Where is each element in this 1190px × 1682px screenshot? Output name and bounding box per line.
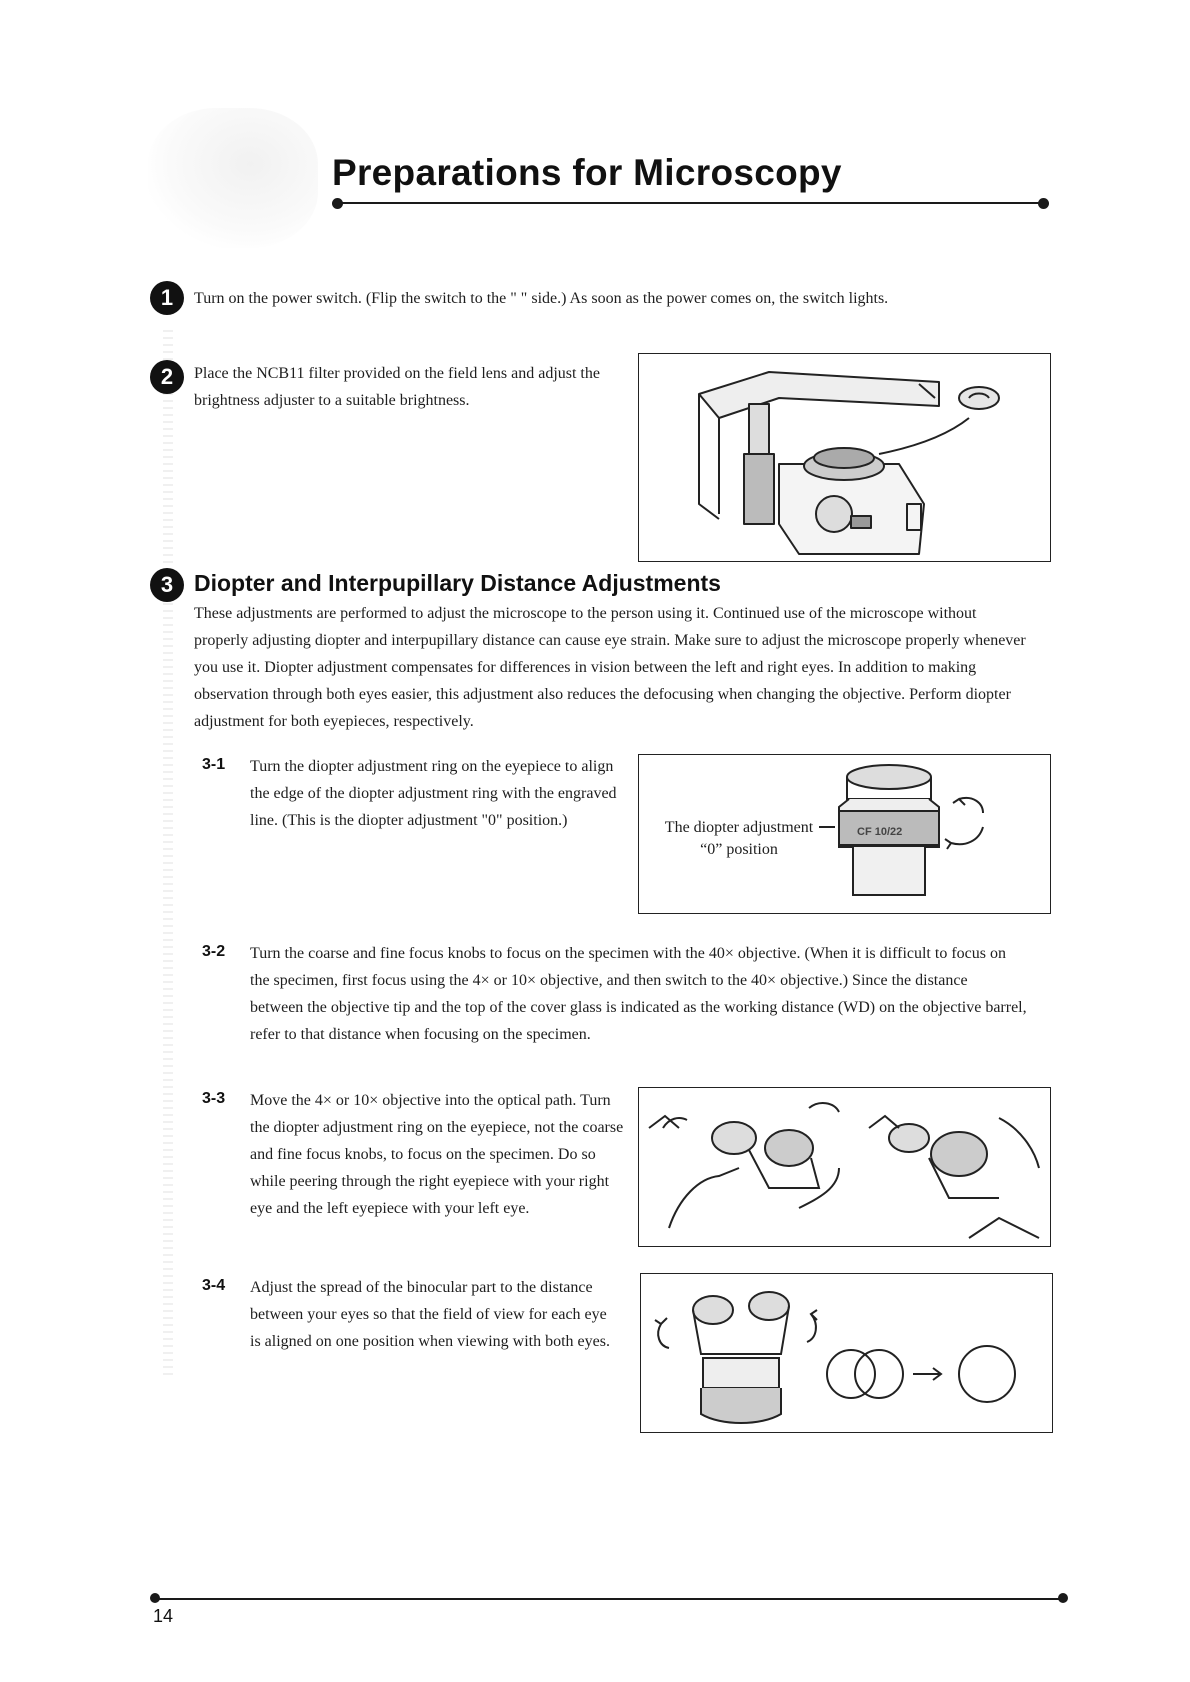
fig-diopter-zero	[638, 754, 1051, 914]
page-title: Preparations for Microscopy	[332, 152, 842, 193]
substep-3-3-line-3: and fine focus knobs, to focus on the specimen. Do so	[250, 1146, 596, 1163]
step-3-line-3: you use it. Diopter adjustment compensates for differences in vision between the left and right eyes. In addition to making	[194, 659, 977, 676]
caption-line-2: “0” position	[700, 841, 778, 858]
title-underline-end-dot	[1038, 198, 1049, 209]
step-3-line-5: adjustment for both eyepieces, respectively.	[194, 713, 474, 730]
substep-3-3-line-4: while peering through the right eyepiece with your right	[250, 1173, 610, 1190]
fig-binocular-spread	[640, 1273, 1053, 1433]
section-heading-diopter: Diopter and Interpupillary Distance Adjustments	[194, 570, 721, 596]
substep-3-4-line-2: between your eyes so that the field of view for each eye	[250, 1306, 607, 1323]
substep-3-2-number: 3-2	[202, 943, 226, 960]
caption-line-1: The diopter adjustment	[664, 819, 814, 836]
footer-rule-start-dot	[150, 1593, 160, 1603]
step-3-badge: 3	[150, 568, 184, 602]
substep-3-1-text	[250, 753, 617, 834]
step-3-line-2: properly adjusting diopter and interpupillary distance can cause eye strain. Make sure to adjust the microscope properly whenever	[194, 632, 1026, 649]
step-2-line-2: brightness adjuster to a suitable brightness.	[194, 392, 470, 409]
substep-3-2-text	[250, 940, 1070, 1048]
step-2-badge: 2	[150, 360, 184, 394]
substep-3-1-number: 3-1	[202, 756, 226, 773]
substep-3-2-line-2: the specimen, first focus using the 4× or 10× objective, and then switch to the 40× objective.) Since the distance	[250, 972, 968, 989]
substep-3-3-line-2: the diopter adjustment ring on the eyepiece, not the coarse	[250, 1119, 624, 1136]
filter-on-field-lens-illustration	[639, 354, 1051, 562]
step-2-text	[194, 360, 600, 414]
step-3-paragraph	[194, 600, 1094, 735]
binocular-spread-illustration	[641, 1274, 1053, 1433]
eyepiece-label: CF 10/22	[857, 826, 903, 838]
page-number: 14	[153, 1606, 174, 1626]
step-1-text: Turn on the power switch. (Flip the switch to the " " side.) As soon as the power comes on, the switch lights.	[194, 290, 889, 307]
substep-3-4-line-1: Adjust the spread of the binocular part to the distance	[250, 1279, 593, 1296]
substep-3-3-line-5: eye and the left eyepiece with your left eye.	[250, 1200, 530, 1217]
step-3-line-4: observation through both eyes easier, this adjustment also reduces the defocusing when changing the objective. Perform diopter	[194, 686, 1011, 703]
substep-3-3-line-1: Move the 4× or 10× objective into the optical path. Turn	[250, 1092, 611, 1109]
substep-3-4-text	[250, 1274, 610, 1355]
substep-3-1-line-1: Turn the diopter adjustment ring on the eyepiece to align	[250, 758, 614, 775]
substep-3-4-line-3: is aligned on one position when viewing with both eyes.	[250, 1333, 610, 1350]
substep-3-3-text	[250, 1087, 623, 1222]
footer-rule-end-dot	[1058, 1593, 1068, 1603]
title-underline-start-dot	[332, 198, 343, 209]
step-3-line-1: These adjustments are performed to adjust the microscope to the person using it. Continued use of the microscope without	[194, 605, 977, 622]
substep-3-3-number: 3-3	[202, 1090, 226, 1107]
substep-3-2-line-3: between the objective tip and the top of the cover glass is indicated as the working distance (WD) on the objective barrel,	[250, 999, 1027, 1016]
step-2-line-1: Place the NCB11 filter provided on the field lens and adjust the	[194, 365, 600, 382]
substep-3-1-line-3: line. (This is the diopter adjustment "0" position.)	[250, 812, 568, 829]
margin-texture	[163, 330, 173, 1380]
substep-3-1-line-2: the edge of the diopter adjustment ring with the engraved	[250, 785, 617, 802]
step-1-badge: 1	[150, 281, 184, 315]
substep-3-2-line-1: Turn the coarse and fine focus knobs to focus on the specimen with the 40× objective. (When it is difficult to focus on	[250, 945, 1006, 962]
hands-on-eyepieces-illustration	[639, 1088, 1051, 1247]
substep-3-2-line-4: refer to that distance when focusing on the specimen.	[250, 1026, 591, 1043]
fig-hands-eyepieces	[638, 1087, 1051, 1247]
header-art	[148, 108, 318, 248]
footer-rule	[156, 1598, 1064, 1600]
title-underline	[340, 202, 1040, 204]
substep-3-4-number: 3-4	[202, 1277, 226, 1294]
fig-filter-field-lens	[638, 353, 1051, 562]
eyepiece-ring-illustration	[639, 755, 1051, 914]
